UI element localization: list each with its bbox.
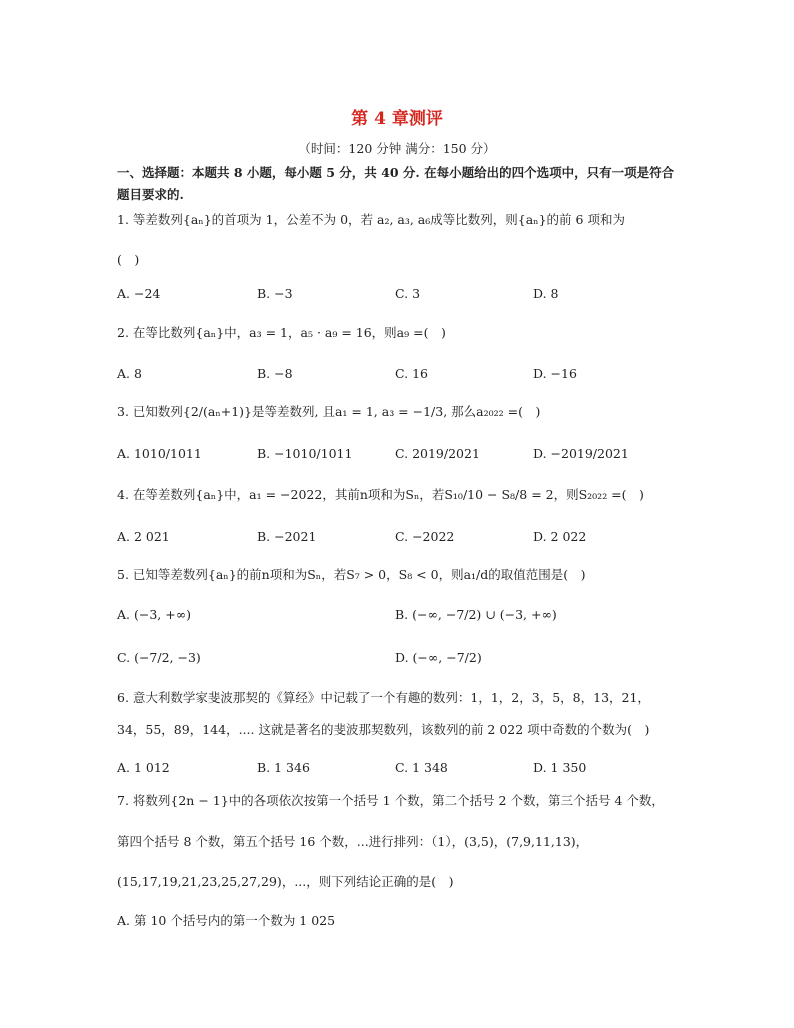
- question-3-option-a: A. 1010/1011: [117, 446, 202, 461]
- question-1-answer-paren: ( ): [117, 252, 140, 267]
- question-4-stem: 4. 在等差数列{aₙ}中，a₁ = −2022，其前n项和为Sₙ，若S₁₀/10 − S₈/8 = 2，则S₂₀₂₂ =( ): [117, 487, 644, 502]
- question-7-option-a: A. 第 10 个括号内的第一个数为 1 025: [117, 913, 336, 928]
- question-3-option-d: D. −2019/2021: [533, 446, 629, 461]
- question-1-option-d: D. 8: [533, 286, 559, 301]
- question-5-option-a: A. (−3, +∞): [117, 607, 191, 622]
- question-2-stem: 2. 在等比数列{aₙ}中，a₃ = 1，a₅ · a₉ = 16，则a₉ =( ): [117, 325, 446, 340]
- question-3-stem: 3. 已知数列{2/(aₙ+1)}是等差数列, 且a₁ = 1, a₃ = −1/3, 那么a₂₀₂₂ =( ): [117, 404, 541, 419]
- question-3-option-b: B. −1010/1011: [257, 446, 353, 461]
- question-6-option-d: D. 1 350: [533, 760, 587, 775]
- question-2-option-b: B. −8: [257, 366, 293, 381]
- question-4-option-b: B. −2021: [257, 529, 317, 544]
- question-4-option-a: A. 2 021: [117, 529, 170, 544]
- question-7-stem-line-3: (15,17,19,21,23,25,27,29)，...，则下列结论正确的是( ): [117, 874, 454, 889]
- question-2-option-a: A. 8: [117, 366, 142, 381]
- question-1-stem: 1. 等差数列{aₙ}的首项为 1，公差不为 0，若 a₂, a₃, a₆成等比数列，则{aₙ}的前 6 项和为: [117, 212, 625, 227]
- time-and-score-note: （时间：120 分钟 满分：150 分）: [298, 141, 496, 156]
- question-7-stem-line-2: 第四个括号 8 个数，第五个括号 16 个数，...进行排列：（1），(3,5)，(7,9,11,13)，: [117, 834, 589, 849]
- question-2-option-d: D. −16: [533, 366, 577, 381]
- question-4-option-c: C. −2022: [395, 529, 455, 544]
- question-1-option-c: C. 3: [395, 286, 421, 301]
- question-6-option-b: B. 1 346: [257, 760, 310, 775]
- question-1-option-a: A. −24: [117, 286, 161, 301]
- question-4-option-d: D. 2 022: [533, 529, 587, 544]
- question-5-option-b: B. (−∞, −7/2) ∪ (−3, +∞): [395, 607, 557, 622]
- question-6-option-c: C. 1 348: [395, 760, 448, 775]
- section-heading: 一、选择题：本题共 8 小题，每小题 5 分，共 40 分. 在每小题给出的四个选项中，只有一项是符合题目要求的.: [117, 165, 675, 202]
- question-6-option-a: A. 1 012: [117, 760, 170, 775]
- page-title: 第 4 章测评: [351, 109, 443, 129]
- question-5-option-d: D. (−∞, −7/2): [395, 650, 482, 665]
- question-5-option-c: C. (−7/2, −3): [117, 650, 201, 665]
- question-5-stem: 5. 已知等差数列{aₙ}的前n项和为Sₙ，若S₇ > 0，S₈ < 0，则a₁/d的取值范围是( ): [117, 567, 586, 582]
- question-6-stem-line-1: 6. 意大利数学家斐波那契的《算经》中记载了一个有趣的数列：1，1，2，3，5，8，13，21，: [117, 690, 650, 705]
- question-6-stem-line-2: 34，55，89，144，.... 这就是著名的斐波那契数列，该数列的前 2 022 项中奇数的个数为( ): [117, 722, 650, 737]
- question-2-option-c: C. 16: [395, 366, 428, 381]
- question-7-stem-line-1: 7. 将数列{2n − 1}中的各项依次按第一个括号 1 个数，第二个括号 2 个数，第三个括号 4 个数，: [117, 793, 664, 808]
- question-1-option-b: B. −3: [257, 286, 293, 301]
- question-3-option-c: C. 2019/2021: [395, 446, 480, 461]
